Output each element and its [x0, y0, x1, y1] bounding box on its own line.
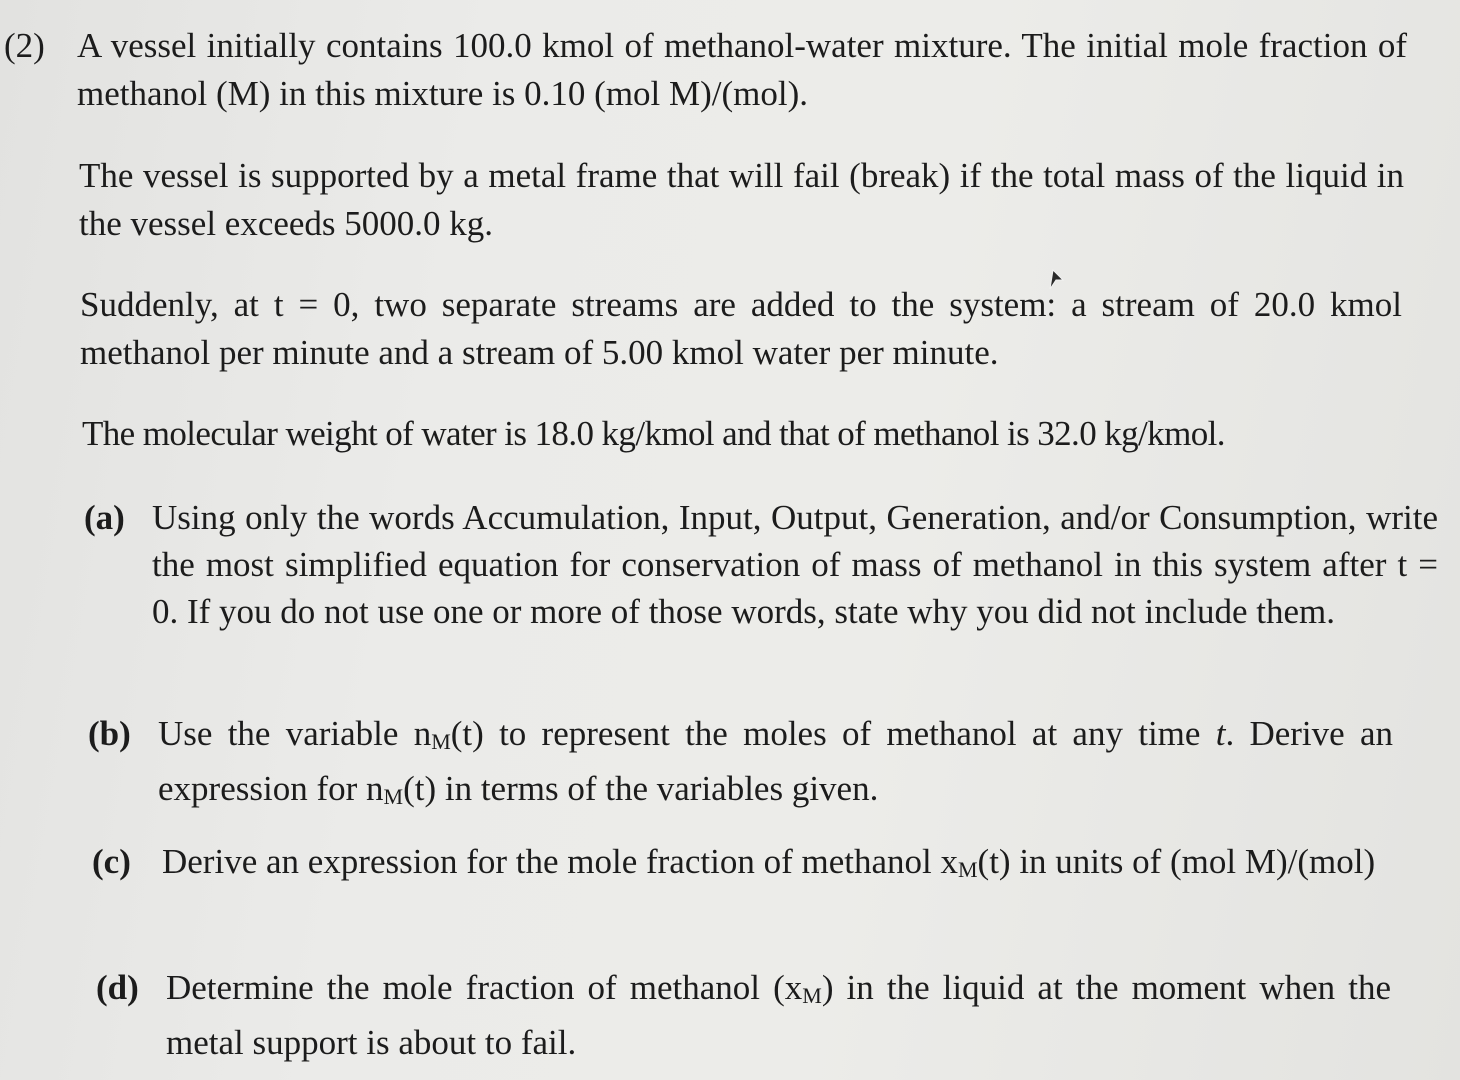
- mouse-cursor-icon: [1043, 268, 1065, 290]
- problem-intro: [77, 22, 1407, 118]
- part-d: [96, 964, 1396, 1064]
- part-b-label: (b): [88, 714, 131, 753]
- subscript-m: M: [431, 729, 451, 754]
- part-d-label: (d): [96, 968, 139, 1007]
- part-d-text: Determine the mole fraction of methanol (xM) in the liquid at the moment when the metal support is about to fail.: [166, 968, 1391, 1062]
- frame-paragraph: [79, 152, 1404, 248]
- part-a: [84, 494, 1440, 694]
- part-c-text: Derive an expression for the mole fraction of methanol xM(t) in units of (mol M)/(mol): [162, 842, 1376, 882]
- part-b-text: Use the variable nM(t) to represent the moles of methanol at any time t. Derive an expression for nM(t) in terms of the variables given.: [158, 714, 1393, 809]
- molecular-weight-paragraph: [82, 410, 1402, 458]
- part-a-text: Using only the words Accumulation, Input, Output, Generation, and/or Consumption, write the most simplified equation for conservation of mass of methanol in this system after t = 0. If you do not use one or more of those words, state why you did not include them.: [152, 498, 1438, 631]
- question-number: (2): [4, 26, 45, 65]
- part-b: [88, 710, 1398, 810]
- time-variable: t: [1215, 714, 1226, 753]
- part-a-label: (a): [84, 498, 125, 537]
- subscript-m: M: [802, 983, 822, 1008]
- part-c: [92, 838, 1398, 938]
- part-c-label: (c): [92, 842, 131, 881]
- molecular-weight-text: The molecular weight of water is 18.0 kg/kmol and that of methanol is 32.0 kg/kmol.: [82, 414, 1225, 453]
- intro-text: A vessel initially contains 100.0 kmol of methanol-water mixture. The initial mole fraction of methanol (M) in this mixture is 0.10 (mol M)/(mol).: [77, 26, 1407, 113]
- subscript-m: M: [383, 784, 404, 809]
- frame-text: The vessel is supported by a metal frame that will fail (break) if the total mass of the liquid in the vessel exceeds 5000.0 kg.: [79, 156, 1404, 243]
- streams-text: Suddenly, at t = 0, two separate streams are added to the system: a stream of 20.0 kmol methanol per minute and a stream of 5.00 kmol water per minute.: [80, 285, 1402, 372]
- streams-paragraph: [80, 281, 1402, 377]
- subscript-m: M: [957, 857, 978, 882]
